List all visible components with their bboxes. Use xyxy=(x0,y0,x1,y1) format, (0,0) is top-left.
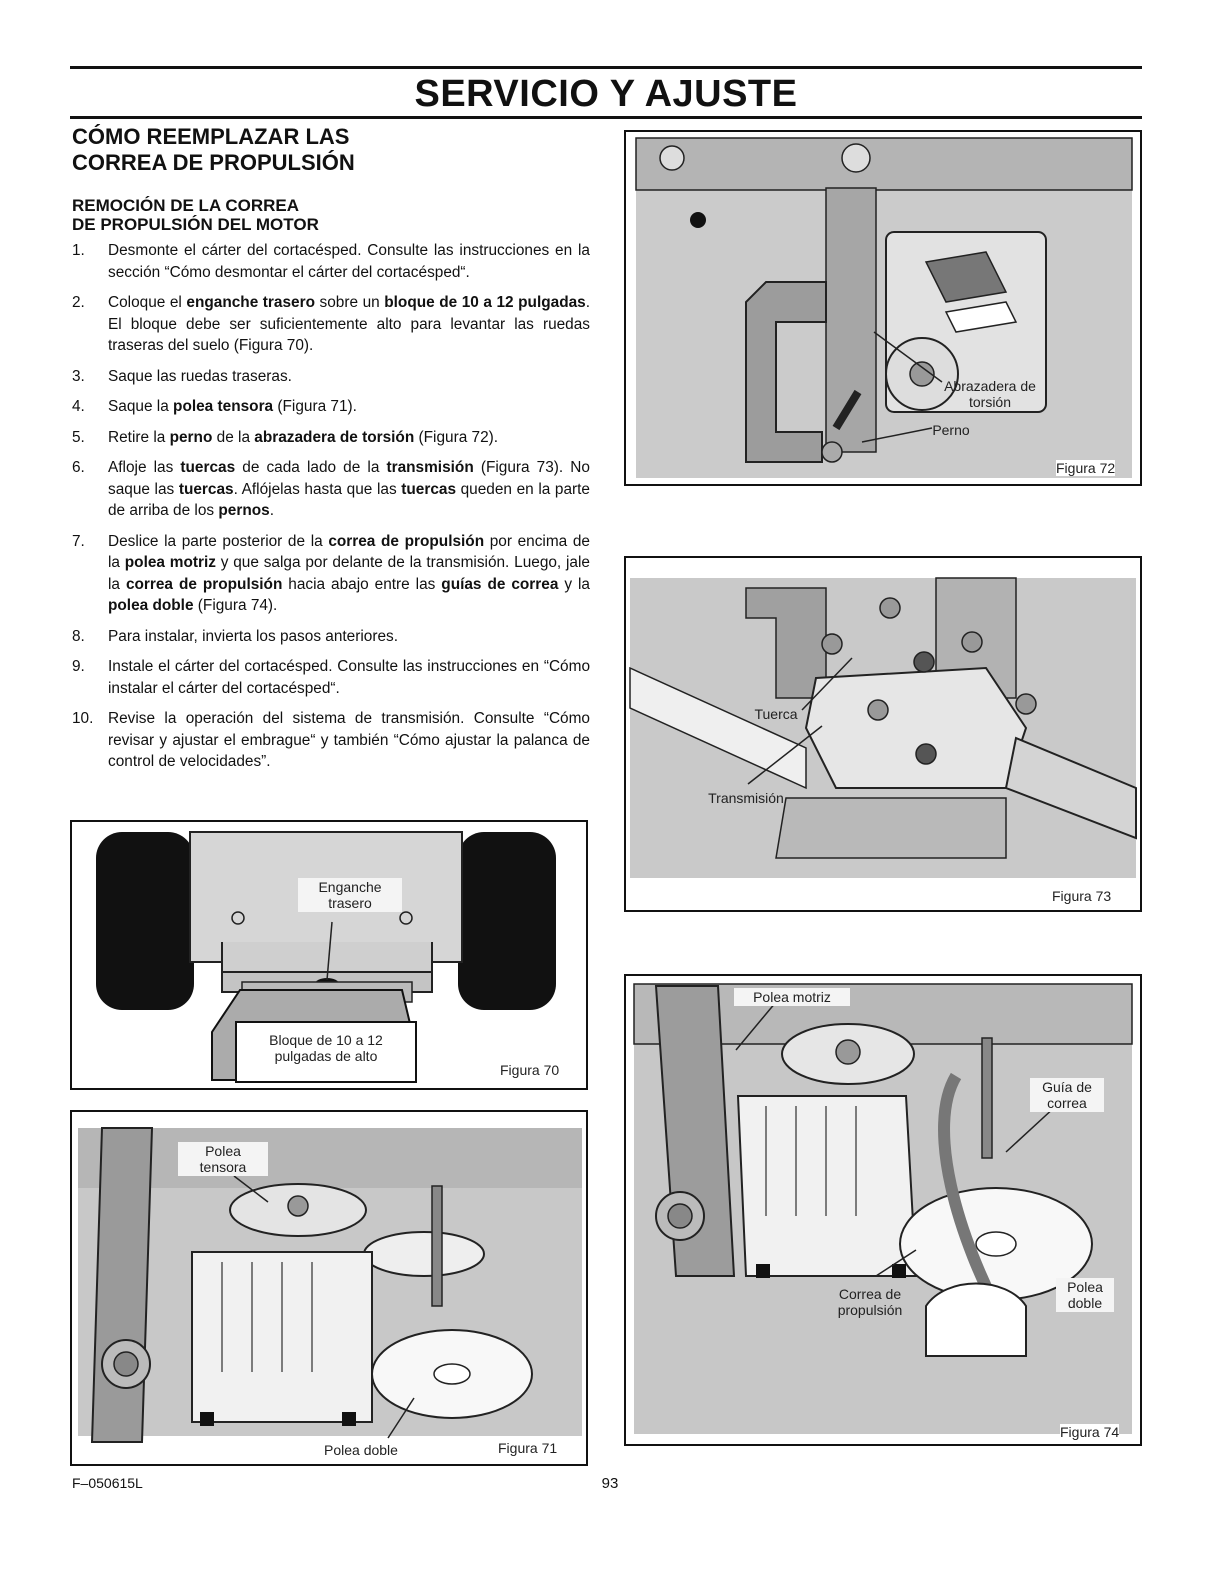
step-number: 2. xyxy=(72,294,85,311)
figure-73 xyxy=(624,556,1142,912)
subsection-title-line2: DE PROPULSIÓN DEL MOTOR xyxy=(72,215,319,234)
step-term: tuercas xyxy=(178,480,234,498)
step-item xyxy=(72,292,590,357)
label-polea-doble-line1: Polea xyxy=(1067,1279,1103,1295)
label-polea-tensora-line2: tensora xyxy=(199,1159,247,1175)
figure-71 xyxy=(70,1110,588,1466)
step-text: Saque la xyxy=(108,398,174,415)
section-title-line1: CÓMO REEMPLAZAR LAS xyxy=(72,124,350,149)
step-term: correa de propulsión xyxy=(328,532,485,550)
label-polea-doble: Polea doble xyxy=(324,1442,398,1458)
document-id: F–050615L xyxy=(72,1475,143,1491)
header-top-rule xyxy=(70,66,1142,69)
label-enganche-trasero xyxy=(298,878,402,912)
label-polea-doble-line2: doble xyxy=(1067,1295,1103,1311)
label-bloque-line1: Bloque de 10 a 12 xyxy=(269,1032,383,1048)
label-polea-doble-74 xyxy=(1056,1278,1114,1312)
step-number: 6. xyxy=(72,459,85,476)
label-correa-propulsion xyxy=(822,1286,918,1318)
label-abrazadera-line2: torsión xyxy=(968,394,1012,410)
step-term: tuercas xyxy=(401,480,457,498)
step-text: Deslice la parte posterior de la xyxy=(108,532,329,550)
figure-70 xyxy=(70,820,588,1090)
label-polea-tensora-line1: Polea xyxy=(205,1143,241,1159)
step-term: transmisión xyxy=(386,459,474,476)
step-text: (Figura 72). xyxy=(414,428,499,446)
label-enganche-line2: trasero xyxy=(328,895,372,911)
step-term: bloque de 10 a 12 pulgadas xyxy=(384,294,586,311)
step-text: . xyxy=(269,502,274,519)
label-guia-line2: correa xyxy=(1047,1095,1087,1111)
step-term: tuercas xyxy=(180,459,236,476)
step-term: polea doble xyxy=(108,597,194,614)
step-text: Retire la xyxy=(108,428,170,446)
step-number: 5. xyxy=(72,428,85,446)
step-number: 10. xyxy=(72,710,94,727)
step-text: Coloque el xyxy=(108,294,187,311)
step-number: 1. xyxy=(72,242,85,259)
label-polea-motriz: Polea motriz xyxy=(734,988,850,1006)
header-bottom-rule xyxy=(70,116,1142,119)
section-title xyxy=(72,124,355,176)
step-item xyxy=(72,457,590,522)
step-text: hacia abajo entre las xyxy=(282,575,442,593)
step-text: . El bloque debe ser suficientemente alto para levantar las ruedas traseras del suelo (Figura 70). xyxy=(108,294,590,354)
step-item xyxy=(72,366,590,388)
step-text: (Figura 73). No saque las xyxy=(108,459,590,498)
label-polea-tensora xyxy=(178,1142,268,1176)
step-number: 4. xyxy=(72,398,85,415)
instruction-steps xyxy=(72,240,590,782)
step-text: Desmonte el cárter del cortacésped. Consulte las instrucciones en la sección “Cómo desmontar el cárter del cortacésped“. xyxy=(108,242,590,281)
figure-72 xyxy=(624,130,1142,486)
step-text: (Figura 74). xyxy=(193,597,278,614)
figure-73-caption: Figura 73 xyxy=(1052,888,1112,904)
step-item xyxy=(72,396,590,418)
step-term: perno xyxy=(169,428,213,446)
step-item xyxy=(72,531,590,617)
step-text: sobre un xyxy=(314,294,385,311)
step-text: de la xyxy=(212,428,255,446)
label-bloque xyxy=(246,1032,406,1064)
page-number: 93 xyxy=(601,1475,619,1492)
step-item xyxy=(72,240,590,283)
step-item xyxy=(72,656,590,699)
figure-73-illustration xyxy=(626,558,1140,910)
label-perno: Perno xyxy=(932,422,970,438)
label-bloque-line2: pulgadas de alto xyxy=(274,1048,378,1064)
figure-72-illustration xyxy=(626,132,1140,484)
step-text: Saque las ruedas traseras. xyxy=(108,367,292,385)
label-correa-line2: propulsión xyxy=(837,1302,903,1318)
step-text: Afloje las xyxy=(108,459,181,476)
figure-72-caption: Figura 72 xyxy=(1056,460,1116,476)
step-term: polea tensora xyxy=(173,398,274,415)
step-text: Instale el cárter del cortacésped. Consulte las instrucciones en “Cómo instalar el cárter del cortacésped“. xyxy=(108,658,590,697)
figure-70-caption: Figura 70 xyxy=(500,1062,560,1078)
step-text: . Aflójelas hasta que las xyxy=(233,480,402,498)
section-title-line2: CORREA DE PROPULSIÓN xyxy=(72,150,355,175)
step-term: pernos xyxy=(218,502,270,519)
step-term: enganche trasero xyxy=(186,294,315,311)
figure-74-caption: Figura 74 xyxy=(1060,1424,1120,1440)
step-text: y que salga por delante de la transmisión. Luego, jale la xyxy=(108,554,590,593)
step-text: y la xyxy=(558,575,590,593)
step-number: 8. xyxy=(72,627,85,645)
subsection-title xyxy=(72,196,319,234)
label-abrazadera-line1: Abrazadera de xyxy=(944,378,1036,394)
step-number: 7. xyxy=(72,532,85,550)
label-enganche-line1: Enganche xyxy=(318,879,382,895)
label-transmision: Transmisión xyxy=(708,790,784,806)
step-text: (Figura 71). xyxy=(273,398,357,415)
label-guia-line1: Guía de xyxy=(1042,1079,1092,1095)
page-title: SERVICIO Y AJUSTE xyxy=(414,73,798,115)
step-number: 9. xyxy=(72,658,85,675)
step-item xyxy=(72,427,590,449)
step-term: correa de propulsión xyxy=(125,575,283,593)
label-abrazadera-torsion xyxy=(930,378,1050,410)
figure-71-illustration xyxy=(72,1112,586,1464)
step-text: por encima de la xyxy=(108,532,590,571)
step-number: 3. xyxy=(72,367,85,385)
label-guia-correa xyxy=(1030,1078,1104,1112)
label-correa-line1: Correa de xyxy=(838,1286,902,1302)
step-text: queden en la parte de arriba de los xyxy=(108,480,590,519)
label-tuerca: Tuerca xyxy=(754,706,798,722)
step-text: de cada lado de la xyxy=(235,459,387,476)
figure-71-caption: Figura 71 xyxy=(498,1440,558,1456)
figure-74-illustration xyxy=(626,976,1140,1444)
step-term: polea motriz xyxy=(124,554,216,571)
step-term: guías de correa xyxy=(441,575,559,593)
figure-74 xyxy=(624,974,1142,1446)
step-item xyxy=(72,708,590,773)
subsection-title-line1: REMOCIÓN DE LA CORREA xyxy=(72,196,299,215)
step-item xyxy=(72,626,590,648)
step-term: abrazadera de torsión xyxy=(254,428,415,446)
step-text: Para instalar, invierta los pasos anteriores. xyxy=(108,627,399,645)
step-text: Revise la operación del sistema de transmisión. Consulte “Cómo revisar y ajustar el embrague“ y también “Cómo ajustar la palanca de control de velocidades”. xyxy=(108,710,590,770)
